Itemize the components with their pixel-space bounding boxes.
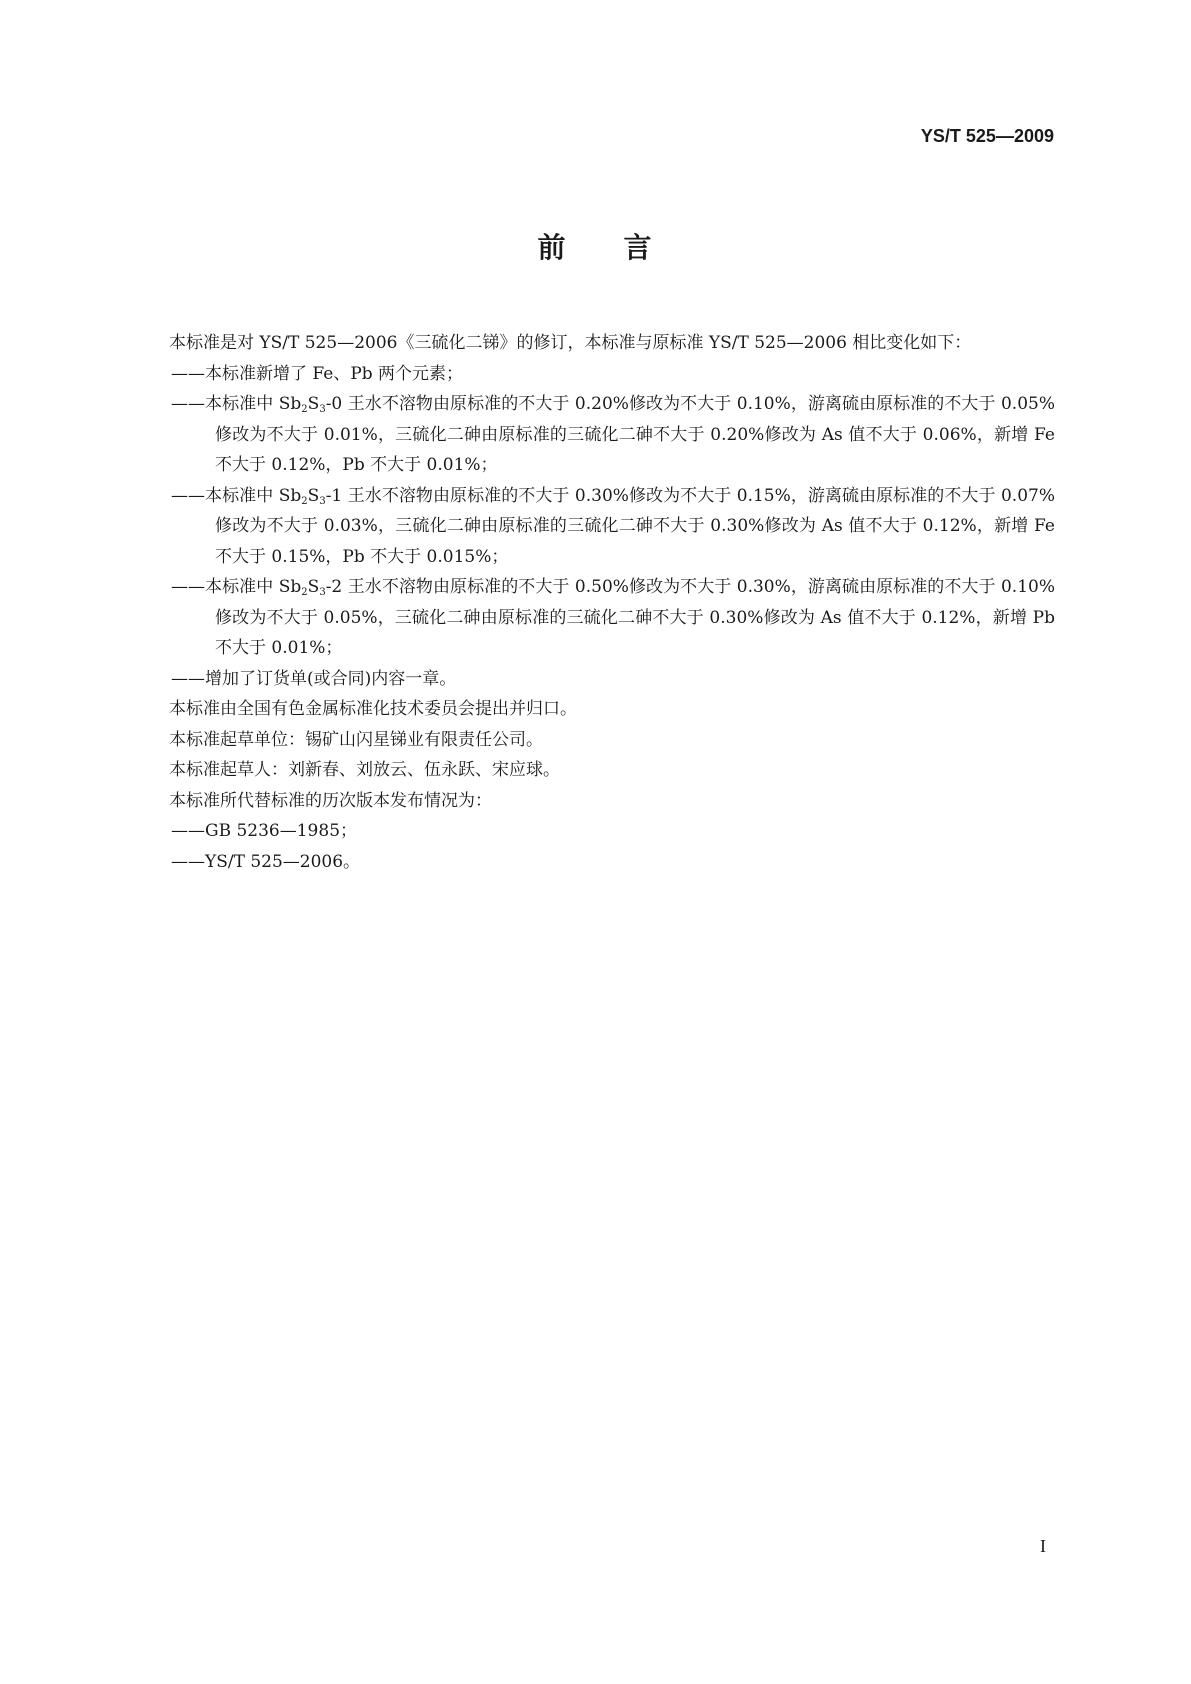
change-item-2 — [135, 389, 1055, 481]
change-item-3-text: -1 王水不溶物由原标准的不大于 0.30%修改为不大于 0.15%，游离硫由原标准的不大于 0.07%修改为不大于 0.03%，三硫化二砷由原标准的三硫化二砷不大于 0.30%修改为 As 值不大于 0.12%，新增 Fe 不大于 0.15%，Pb 不大于 0.015%； — [215, 485, 1055, 567]
change-item-4-mid: S — [307, 577, 320, 597]
subscript: 2 — [301, 587, 308, 598]
title-char-2: 言 — [623, 231, 654, 264]
subscript: 3 — [319, 404, 326, 415]
history-intro: 本标准所代替标准的历次版本发布情况为： — [169, 790, 492, 811]
change-item-2-text: -0 王水不溶物由原标准的不大于 0.20%修改为不大于 0.10%，游离硫由原标准的不大于 0.05%修改为不大于 0.01%，三硫化二砷由原标准的三硫化二砷不大于 0.20%修改为 As 值不大于 0.06%，新增 Fe 不大于 0.12%，Pb 不大于 0.01%； — [215, 394, 1055, 475]
drafting-unit-paragraph: 本标准起草单位：锡矿山闪星锑业有限责任公司。 — [169, 729, 543, 750]
subscript: 2 — [301, 404, 308, 415]
change-item-3-prefix: ——本标准中 Sb — [171, 485, 302, 506]
foreword-body — [135, 328, 1055, 877]
subscript: 3 — [319, 495, 326, 507]
change-item-1: ——本标准新增了 Fe、Pb 两个元素； — [171, 363, 464, 384]
page-number: I — [1040, 1536, 1046, 1556]
change-item-4-prefix: ——本标准中 Sb — [171, 577, 302, 597]
history-item-1: ——GB 5236—1985； — [171, 821, 358, 841]
title-char-1: 前 — [537, 231, 568, 264]
subscript: 3 — [319, 587, 326, 598]
change-item-4-text: -2 王水不溶物由原标准的不大于 0.50%修改为不大于 0.30%，游离硫由原标准的不大于 0.10%修改为不大于 0.05%，三硫化二砷由原标准的三硫化二砷不大于 0.30%修改为 As 值不大于 0.12%，新增 Pb 不大于 0.01%； — [215, 577, 1055, 658]
drafters-paragraph: 本标准起草人：刘新春、刘放云、伍永跃、宋应球。 — [169, 760, 560, 780]
change-item-2-mid: S — [307, 394, 320, 414]
change-item-3-mid: S — [307, 485, 320, 506]
subscript: 2 — [301, 495, 308, 507]
standard-number: YS/T 525—2009 — [920, 126, 1054, 146]
history-item-2: ——YS/T 525—2006。 — [171, 851, 361, 872]
intro-paragraph: 本标准是对 YS/T 525—2006《三硫化二锑》的修订，本标准与原标准 YS/T 525—2006 相比变化如下： — [169, 333, 972, 353]
change-item-3 — [135, 481, 1055, 573]
proposer-paragraph: 本标准由全国有色金属标准化技术委员会提出并归口。 — [169, 699, 577, 719]
change-item-2-prefix: ——本标准中 Sb — [171, 394, 302, 414]
change-item-4 — [135, 572, 1055, 664]
page-title — [0, 226, 1191, 266]
change-item-5: ——增加了订货单(或合同)内容一章。 — [171, 668, 457, 689]
